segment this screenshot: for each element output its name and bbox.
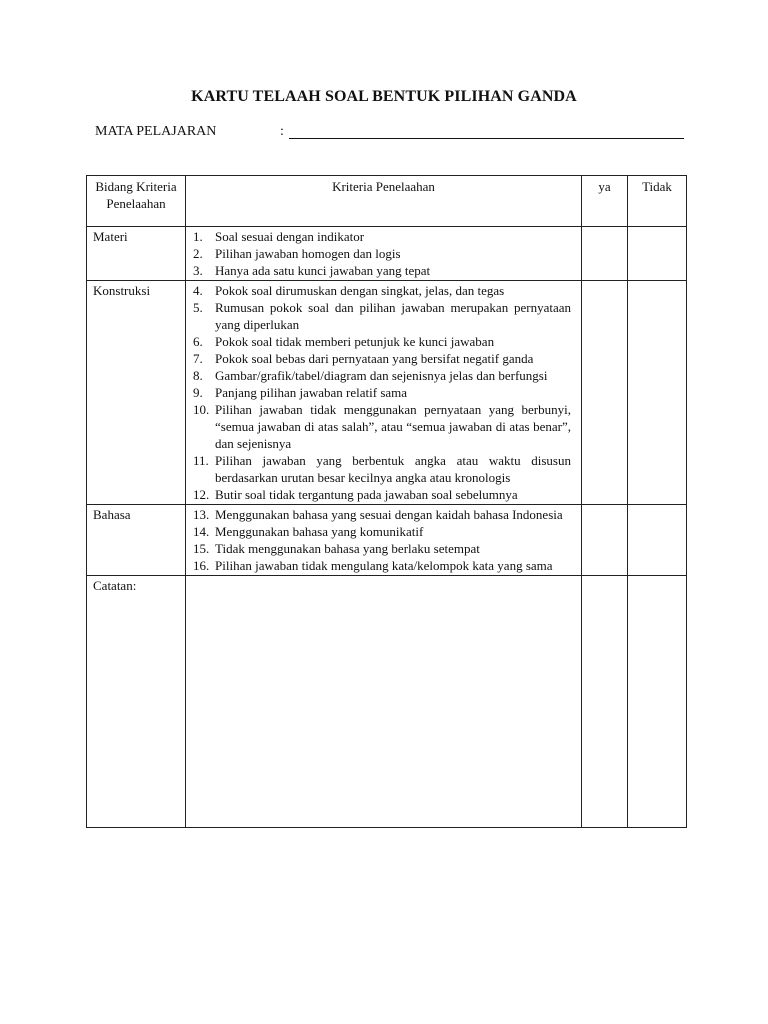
subject-colon: :	[280, 124, 284, 139]
criteria-text: Soal sesuai dengan indikator	[215, 229, 365, 244]
criteria-item	[193, 506, 571, 523]
notes-no-cell[interactable]	[628, 576, 687, 828]
criteria-item	[193, 262, 571, 279]
criteria-list	[193, 282, 571, 503]
notes-label: Catatan:	[87, 576, 186, 828]
criteria-text: Pokok soal dirumuskan dengan singkat, jelas, dan tegas	[215, 283, 505, 298]
header-yes: ya	[582, 176, 628, 227]
criteria-number: 5.	[193, 300, 203, 315]
criteria-number: 16.	[193, 558, 210, 573]
criteria-text: Pilihan jawaban yang berbentuk angka atau waktu disusun berdasarkan urutan besar kecilnya angka atau kronologis	[215, 453, 571, 485]
criteria-text: Tidak menggunakan bahasa yang berlaku setempat	[215, 541, 480, 556]
criteria-text: Butir soal tidak tergantung pada jawaban soal sebelumnya	[215, 487, 518, 502]
criteria-item	[193, 333, 571, 350]
criteria-text: Pokok soal bebas dari pernyataan yang bersifat negatif ganda	[215, 351, 534, 366]
criteria-item	[193, 401, 571, 452]
notes-yes-cell[interactable]	[582, 576, 628, 828]
criteria-list	[193, 506, 571, 574]
criteria-number: 4.	[193, 283, 203, 298]
criteria-list	[193, 228, 571, 279]
criteria-number: 13.	[193, 507, 210, 522]
criteria-text: Pokok soal tidak memberi petunjuk ke kunci jawaban	[215, 334, 495, 349]
criteria-item	[193, 350, 571, 367]
section-row	[87, 281, 687, 505]
section-category: Bahasa	[87, 505, 186, 576]
criteria-number: 2.	[193, 246, 203, 261]
criteria-number: 1.	[193, 229, 203, 244]
criteria-item	[193, 557, 571, 574]
criteria-item	[193, 245, 571, 262]
criteria-item	[193, 540, 571, 557]
review-table	[86, 175, 687, 828]
subject-label: MATA PELAJARAN	[95, 124, 217, 139]
criteria-text: Menggunakan bahasa yang komunikatif	[215, 524, 424, 539]
yes-checkbox-cell[interactable]	[582, 227, 628, 281]
section-criteria	[186, 227, 582, 281]
header-category: Bidang Kriteria Penelaahan	[87, 176, 186, 227]
notes-row	[87, 576, 687, 828]
section-row	[87, 505, 687, 576]
criteria-item	[193, 486, 571, 503]
criteria-item	[193, 228, 571, 245]
criteria-number: 7.	[193, 351, 203, 366]
criteria-text: Pilihan jawaban homogen dan logis	[215, 246, 401, 261]
subject-field[interactable]	[289, 138, 684, 139]
document-title: KARTU TELAAH SOAL BENTUK PILIHAN GANDA	[191, 88, 577, 105]
no-checkbox-cell[interactable]	[628, 281, 687, 505]
criteria-item	[193, 523, 571, 540]
section-criteria	[186, 505, 582, 576]
criteria-number: 8.	[193, 368, 203, 383]
criteria-text: Panjang pilihan jawaban relatif sama	[215, 385, 408, 400]
header-row	[87, 176, 687, 227]
section-category: Konstruksi	[87, 281, 186, 505]
criteria-number: 11.	[193, 453, 209, 468]
criteria-text: Pilihan jawaban tidak mengulang kata/kelompok kata yang sama	[215, 558, 553, 573]
criteria-number: 12.	[193, 487, 210, 502]
notes-cell[interactable]	[186, 576, 582, 828]
criteria-text: Gambar/grafik/tabel/diagram dan sejenisnya jelas dan berfungsi	[215, 368, 548, 383]
criteria-text: Hanya ada satu kunci jawaban yang tepat	[215, 263, 431, 278]
criteria-text: Rumusan pokok soal dan pilihan jawaban merupakan pernyataan yang diperlukan	[215, 300, 571, 332]
header-no: Tidak	[628, 176, 687, 227]
section-criteria	[186, 281, 582, 505]
criteria-text: Pilihan jawaban tidak menggunakan pernyataan yang berbunyi, “semua jawaban di atas salah”, atau “semua jawaban di atas benar”, dan sejenisnya	[215, 402, 571, 451]
criteria-item	[193, 452, 571, 486]
criteria-item	[193, 282, 571, 299]
header-criteria: Kriteria Penelaahan	[186, 176, 582, 227]
criteria-number: 6.	[193, 334, 203, 349]
criteria-number: 10.	[193, 402, 210, 417]
criteria-number: 3.	[193, 263, 203, 278]
criteria-text: Menggunakan bahasa yang sesuai dengan kaidah bahasa Indonesia	[215, 507, 563, 522]
criteria-number: 9.	[193, 385, 203, 400]
no-checkbox-cell[interactable]	[628, 505, 687, 576]
yes-checkbox-cell[interactable]	[582, 281, 628, 505]
yes-checkbox-cell[interactable]	[582, 505, 628, 576]
criteria-number: 15.	[193, 541, 210, 556]
section-category: Materi	[87, 227, 186, 281]
section-row	[87, 227, 687, 281]
criteria-number: 14.	[193, 524, 210, 539]
criteria-item	[193, 299, 571, 333]
criteria-item	[193, 367, 571, 384]
criteria-item	[193, 384, 571, 401]
no-checkbox-cell[interactable]	[628, 227, 687, 281]
